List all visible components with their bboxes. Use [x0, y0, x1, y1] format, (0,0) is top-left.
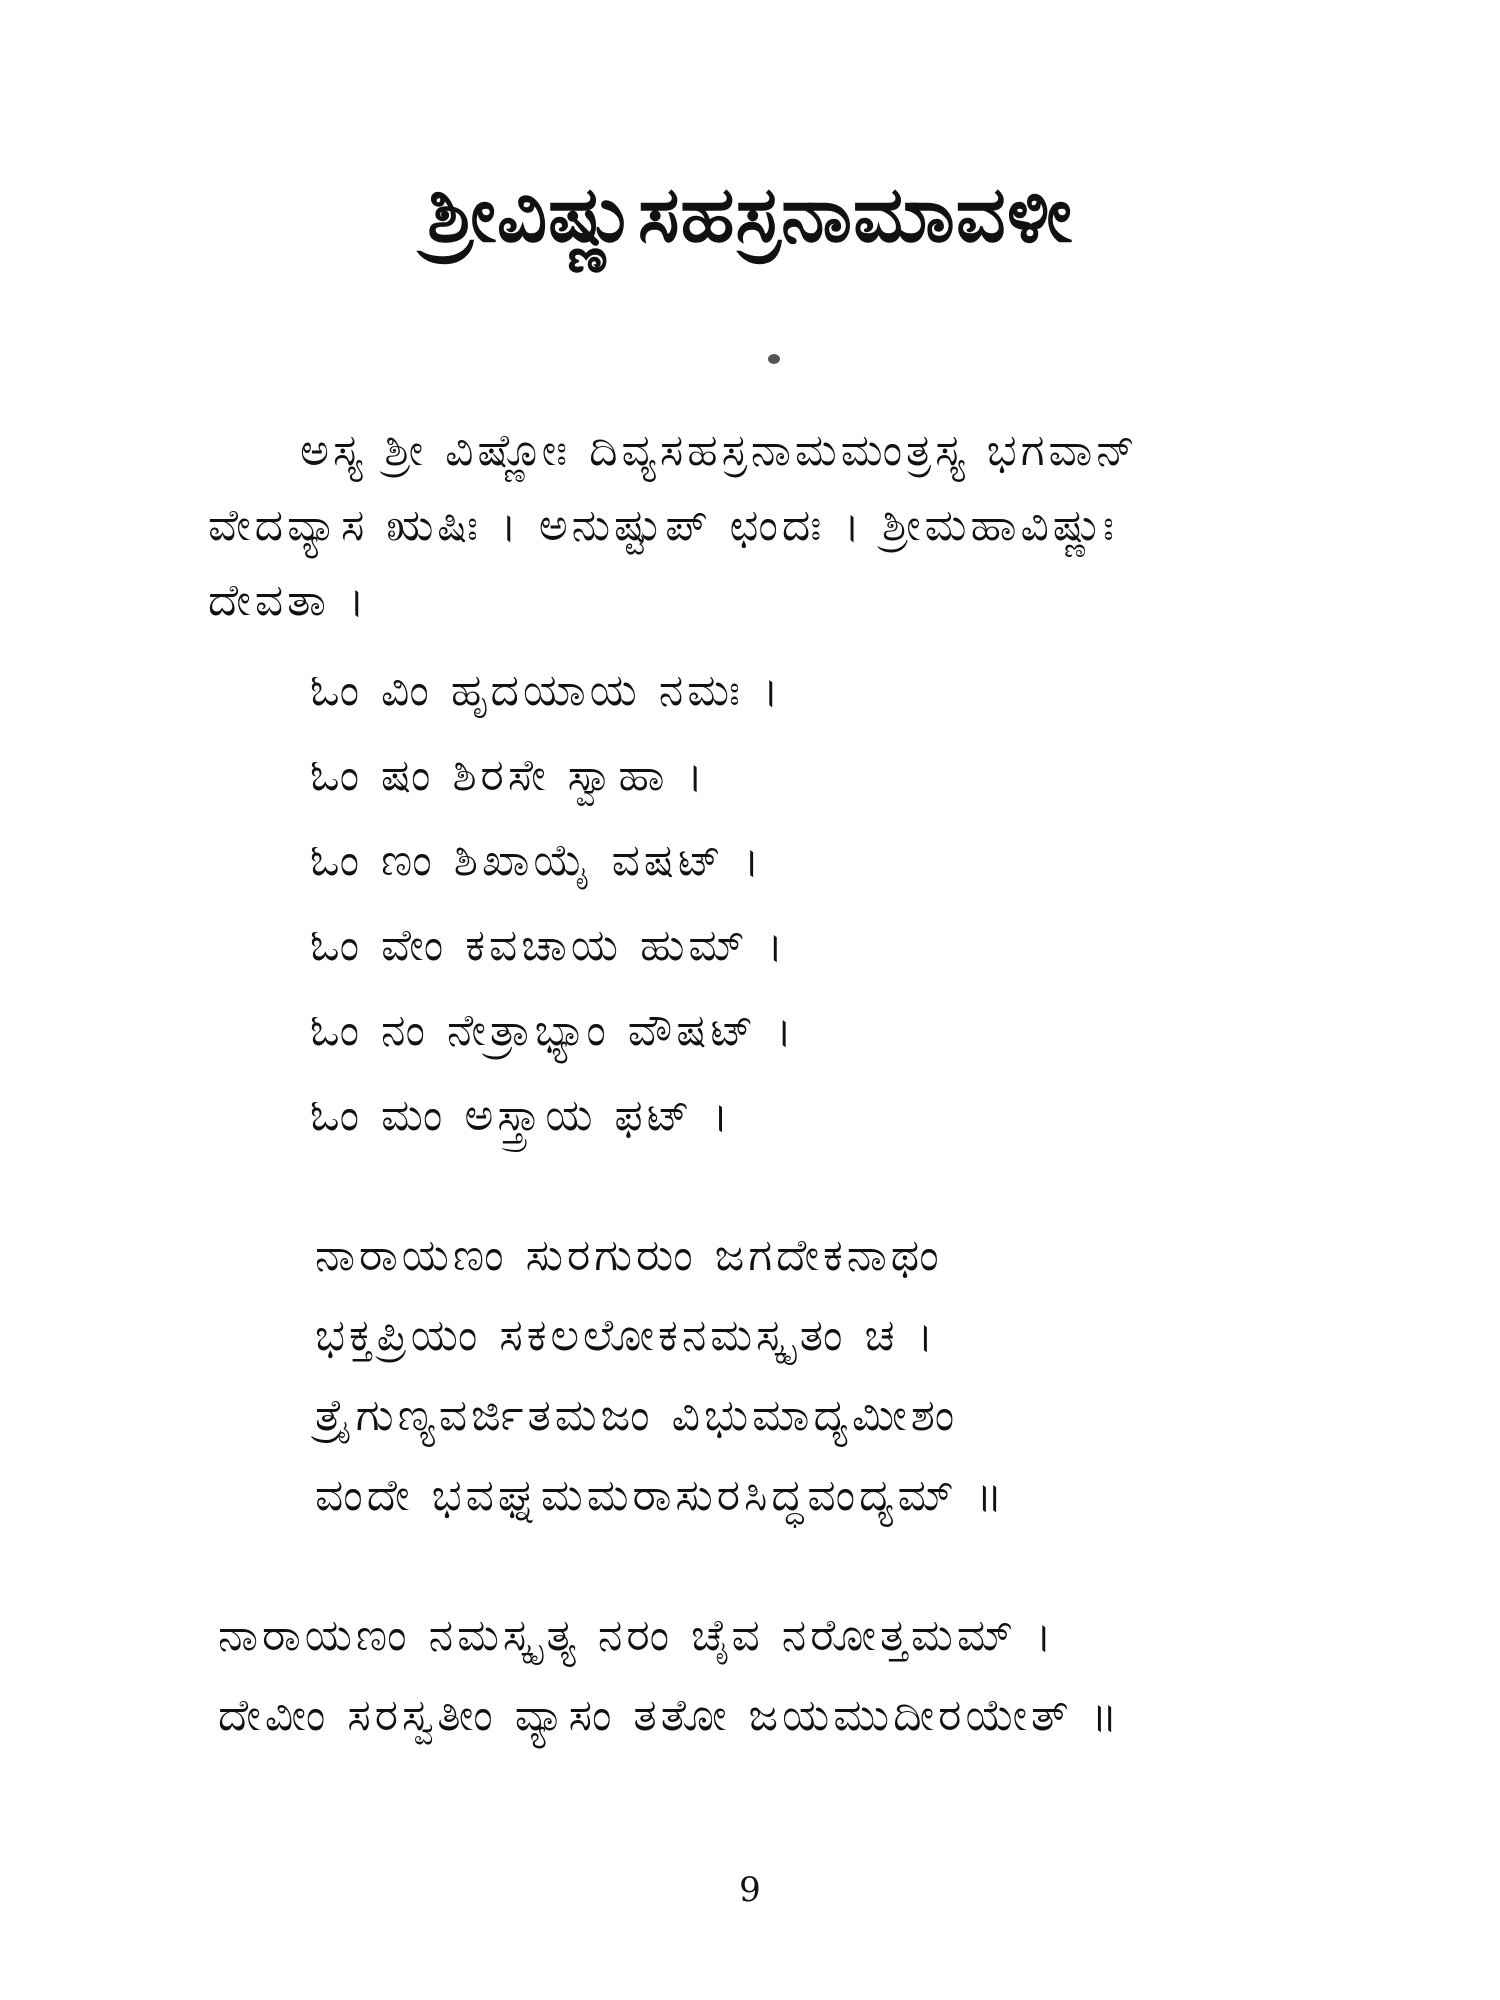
closing-verse-line: ದೇವೀಂ ಸರಸ್ವತೀಂ ವ್ಯಾಸಂ ತತೋ ಜಯಮುದೀರಯೇತ್ ॥ [218, 1690, 1122, 1741]
closing-verse-line: ನಾರಾಯಣಂ ನಮಸ್ಕೃತ್ಯ ನರಂ ಚೈವ ನರೋತ್ತಮಮ್ । [218, 1610, 1056, 1661]
nyasa-line: ಓಂ ವೇಂ ಕವಚಾಯ ಹುಮ್ । [310, 920, 788, 971]
intro-line: ಅಸ್ಯ ಶ್ರೀ ವಿಷ್ಣೋಃ ದಿವ್ಯಸಹಸ್ರನಾಮಮಂತ್ರಸ್ಯ ಭಗವಾನ್ [300, 425, 1140, 476]
page-number: 9 [739, 1870, 761, 1910]
dhyana-verse-line: ನಾರಾಯಣಂ ಸುರಗುರುಂ ಜಗದೇಕನಾಥಂ [315, 1230, 943, 1281]
nyasa-line: ಓಂ ಮಂ ಅಸ್ತ್ರಾಯ ಫಟ್ । [310, 1090, 733, 1141]
dhyana-verse-line: ತ್ರೈಗುಣ್ಯವರ್ಜಿತಮಜಂ ವಿಭುಮಾದ್ಯಮೀಶಂ [315, 1390, 959, 1441]
nyasa-line: ಓಂ ಷಂ ಶಿರಸೇ ಸ್ವಾಹಾ । [310, 750, 708, 801]
intro-line: ದೇವತಾ । [208, 575, 369, 626]
dhyana-verse-line: ವಂದೇ ಭವಘ್ನಮಮರಾಸುರಸಿದ್ಧವಂದ್ಯಮ್ ॥ [315, 1470, 1007, 1521]
nyasa-line: ಓಂ ಣಂ ಶಿಖಾಯೈ ವಷಟ್ । [310, 835, 764, 886]
page-title: ಶ್ರೀವಿಷ್ಣುಸಹಸ್ರನಾಮಾವಳೀ [427, 170, 1073, 260]
intro-line: ವೇದವ್ಯಾಸ ಋಷಿಃ । ಅನುಷ್ಟುಪ್ ಛಂದಃ । ಶ್ರೀಮಹಾವಿಷ್ಣುಃ [208, 500, 1119, 551]
ornament-dot [768, 354, 780, 364]
nyasa-line: ಓಂ ವಿಂ ಹೃದಯಾಯ ನಮಃ । [310, 665, 783, 716]
nyasa-line: ಓಂ ನಂ ನೇತ್ರಾಭ್ಯಾಂ ವೌಷಟ್ । [310, 1005, 797, 1056]
dhyana-verse-line: ಭಕ್ತಪ್ರಿಯಂ ಸಕಲಲೋಕನಮಸ್ಕೃತಂ ಚ । [315, 1310, 938, 1361]
